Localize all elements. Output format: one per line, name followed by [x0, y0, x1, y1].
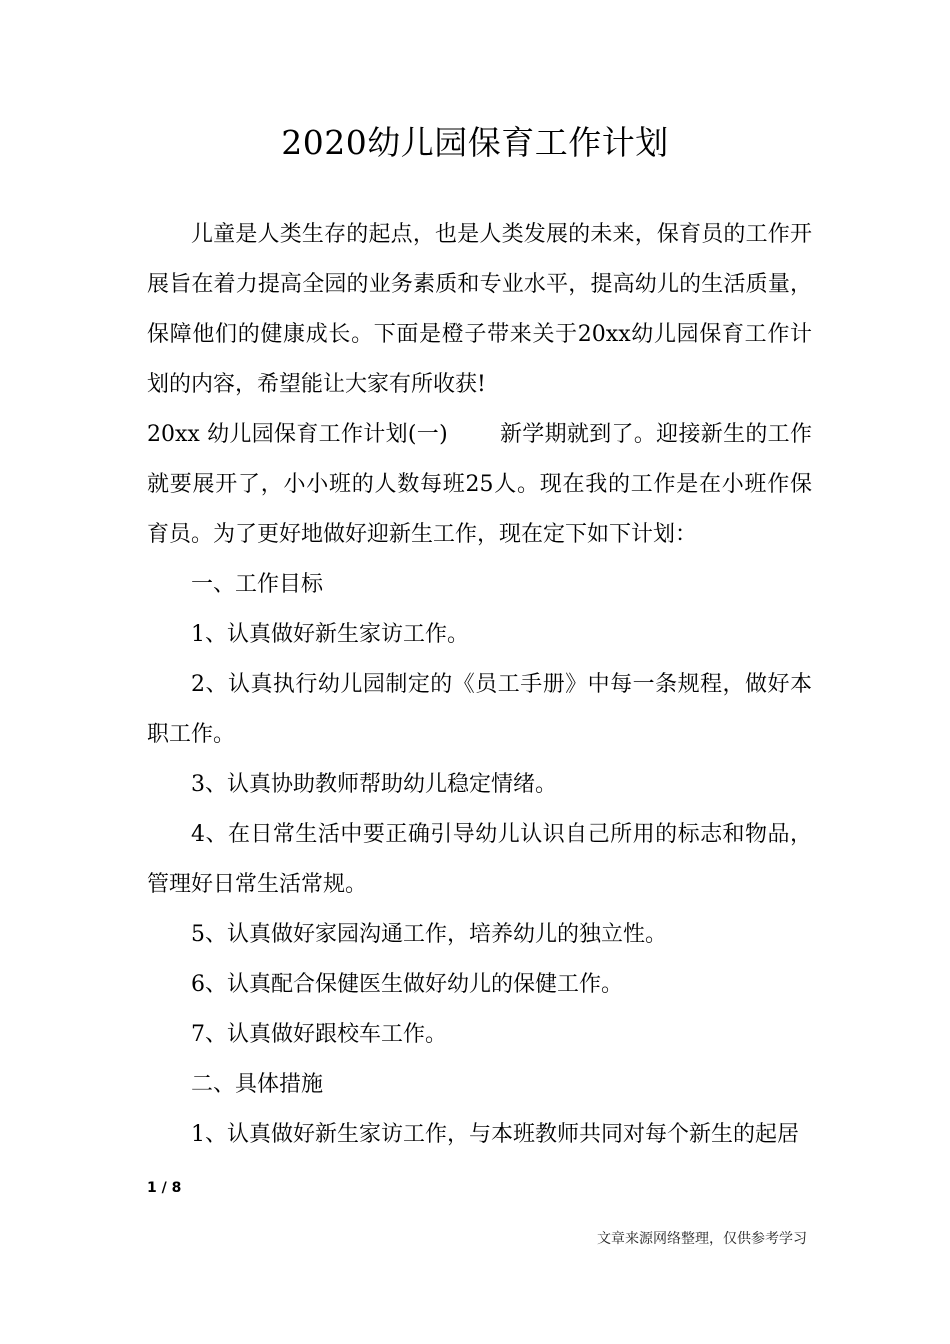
- goal-item: 7、认真做好跟校车工作。: [191, 1022, 447, 1047]
- document-title: 2020幼儿园保育工作计划: [281, 123, 669, 162]
- intro-paragraph: 儿童是人类生存的起点，也是人类发展的未来，保育员的工作开展旨在着力提高全园的业务素质和专业水平，提高幼儿的生活质量，保障他们的健康成长。下面是橙子带来关于20xx幼儿园保育工作计划的内容，希望能让大家有所收获!: [147, 222, 812, 397]
- plan-heading: 20xx 幼儿园保育工作计划(一): [147, 422, 448, 447]
- goal-item: 2、认真执行幼儿园制定的《员工手册》中每一条规程，做好本职工作。: [147, 672, 812, 747]
- goal-item: 1、认真做好新生家访工作。: [191, 622, 469, 647]
- page-number: 1 / 8: [147, 1180, 182, 1196]
- footer-note: 文章来源网络整理，仅供参考学习: [597, 1231, 807, 1247]
- document-body: [147, 210, 812, 1160]
- plan-intro: 新学期就到了。迎接新生的工作就要展开了，小小班的人数每班25人。现在我的工作是在小班作保育员。为了更好地做好迎新生工作，现在定下如下计划：: [147, 422, 812, 547]
- section-heading-measures: 二、具体措施: [191, 1072, 324, 1097]
- goal-item: 4、在日常生活中要正确引导幼儿认识自己所用的标志和物品，管理好日常生活常规。: [147, 822, 812, 897]
- plan-paragraph: [147, 410, 812, 560]
- goal-item: 5、认真做好家园沟通工作，培养幼儿的独立性。: [191, 922, 667, 947]
- goal-item: 3、认真协助教师帮助幼儿稳定情绪。: [191, 772, 557, 797]
- goal-item: 6、认真配合保健医生做好幼儿的保健工作。: [191, 972, 623, 997]
- section-heading-goals: 一、工作目标: [191, 572, 324, 597]
- measure-item: 1、认真做好新生家访工作，与本班教师共同对每个新生的起居: [191, 1122, 799, 1147]
